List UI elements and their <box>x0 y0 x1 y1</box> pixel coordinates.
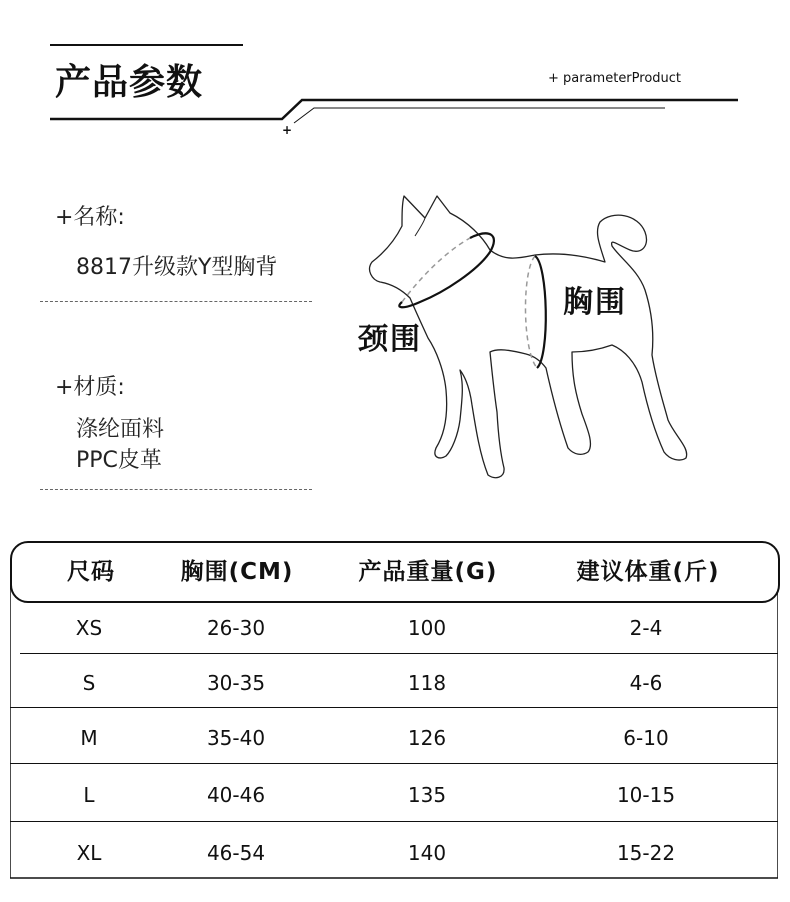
neck-ring-front <box>399 233 494 307</box>
cell-size: XS <box>75 616 103 640</box>
page-subtitle: + parameterProduct <box>548 71 682 86</box>
cell-weight: 126 <box>407 726 447 750</box>
cell-chest: 30-35 <box>206 671 266 695</box>
row-divider <box>10 763 778 764</box>
table-header <box>10 541 780 603</box>
cell-weight: 135 <box>407 783 447 807</box>
cell-chest: 40-46 <box>206 783 266 807</box>
material-divider <box>40 489 312 490</box>
cell-size: M <box>80 726 98 750</box>
material-value-2: PPC皮革 <box>76 448 162 473</box>
name-value: 8817升级款Y型胸背 <box>76 255 278 280</box>
row-divider <box>20 653 778 654</box>
cell-chest: 26-30 <box>206 616 266 640</box>
cell-weight: 118 <box>407 671 447 695</box>
dog-ear-detail <box>415 218 425 236</box>
header-plus-mark: + <box>282 123 293 137</box>
neck-ring-back <box>402 238 470 302</box>
col-header-chest: 胸围(CM) <box>180 559 294 585</box>
cell-pet-weight: 15-22 <box>616 841 676 865</box>
size-table <box>10 541 778 879</box>
page-title: 产品参数 <box>55 62 204 103</box>
chest-label: 胸围 <box>563 285 627 320</box>
header-rules <box>0 0 790 140</box>
row-divider <box>10 707 778 708</box>
chest-ring-back <box>525 256 537 368</box>
cell-weight: 100 <box>407 616 447 640</box>
cell-size: L <box>83 783 95 807</box>
cell-chest: 46-54 <box>206 841 266 865</box>
col-header-weight: 产品重量(G) <box>358 559 498 585</box>
material-label: +材质: <box>55 375 125 400</box>
header-thin-rule <box>294 108 665 123</box>
cell-pet-weight: 2-4 <box>629 616 663 640</box>
cell-pet-weight: 6-10 <box>623 726 669 750</box>
col-header-size: 尺码 <box>67 559 115 585</box>
name-label: +名称: <box>55 205 125 230</box>
name-divider <box>40 301 312 302</box>
cell-size: XL <box>76 841 102 865</box>
cell-weight: 140 <box>407 841 447 865</box>
cell-pet-weight: 10-15 <box>616 783 676 807</box>
cell-pet-weight: 4-6 <box>629 671 663 695</box>
material-value-1: 涤纶面料 <box>76 417 165 442</box>
col-header-pet-weight: 建议体重(斤) <box>576 559 720 585</box>
row-divider <box>10 821 778 822</box>
header-main-rule <box>50 100 738 119</box>
neck-label: 颈围 <box>358 322 422 357</box>
chest-ring-front <box>535 256 546 368</box>
cell-size: S <box>82 671 96 695</box>
cell-chest: 35-40 <box>206 726 266 750</box>
